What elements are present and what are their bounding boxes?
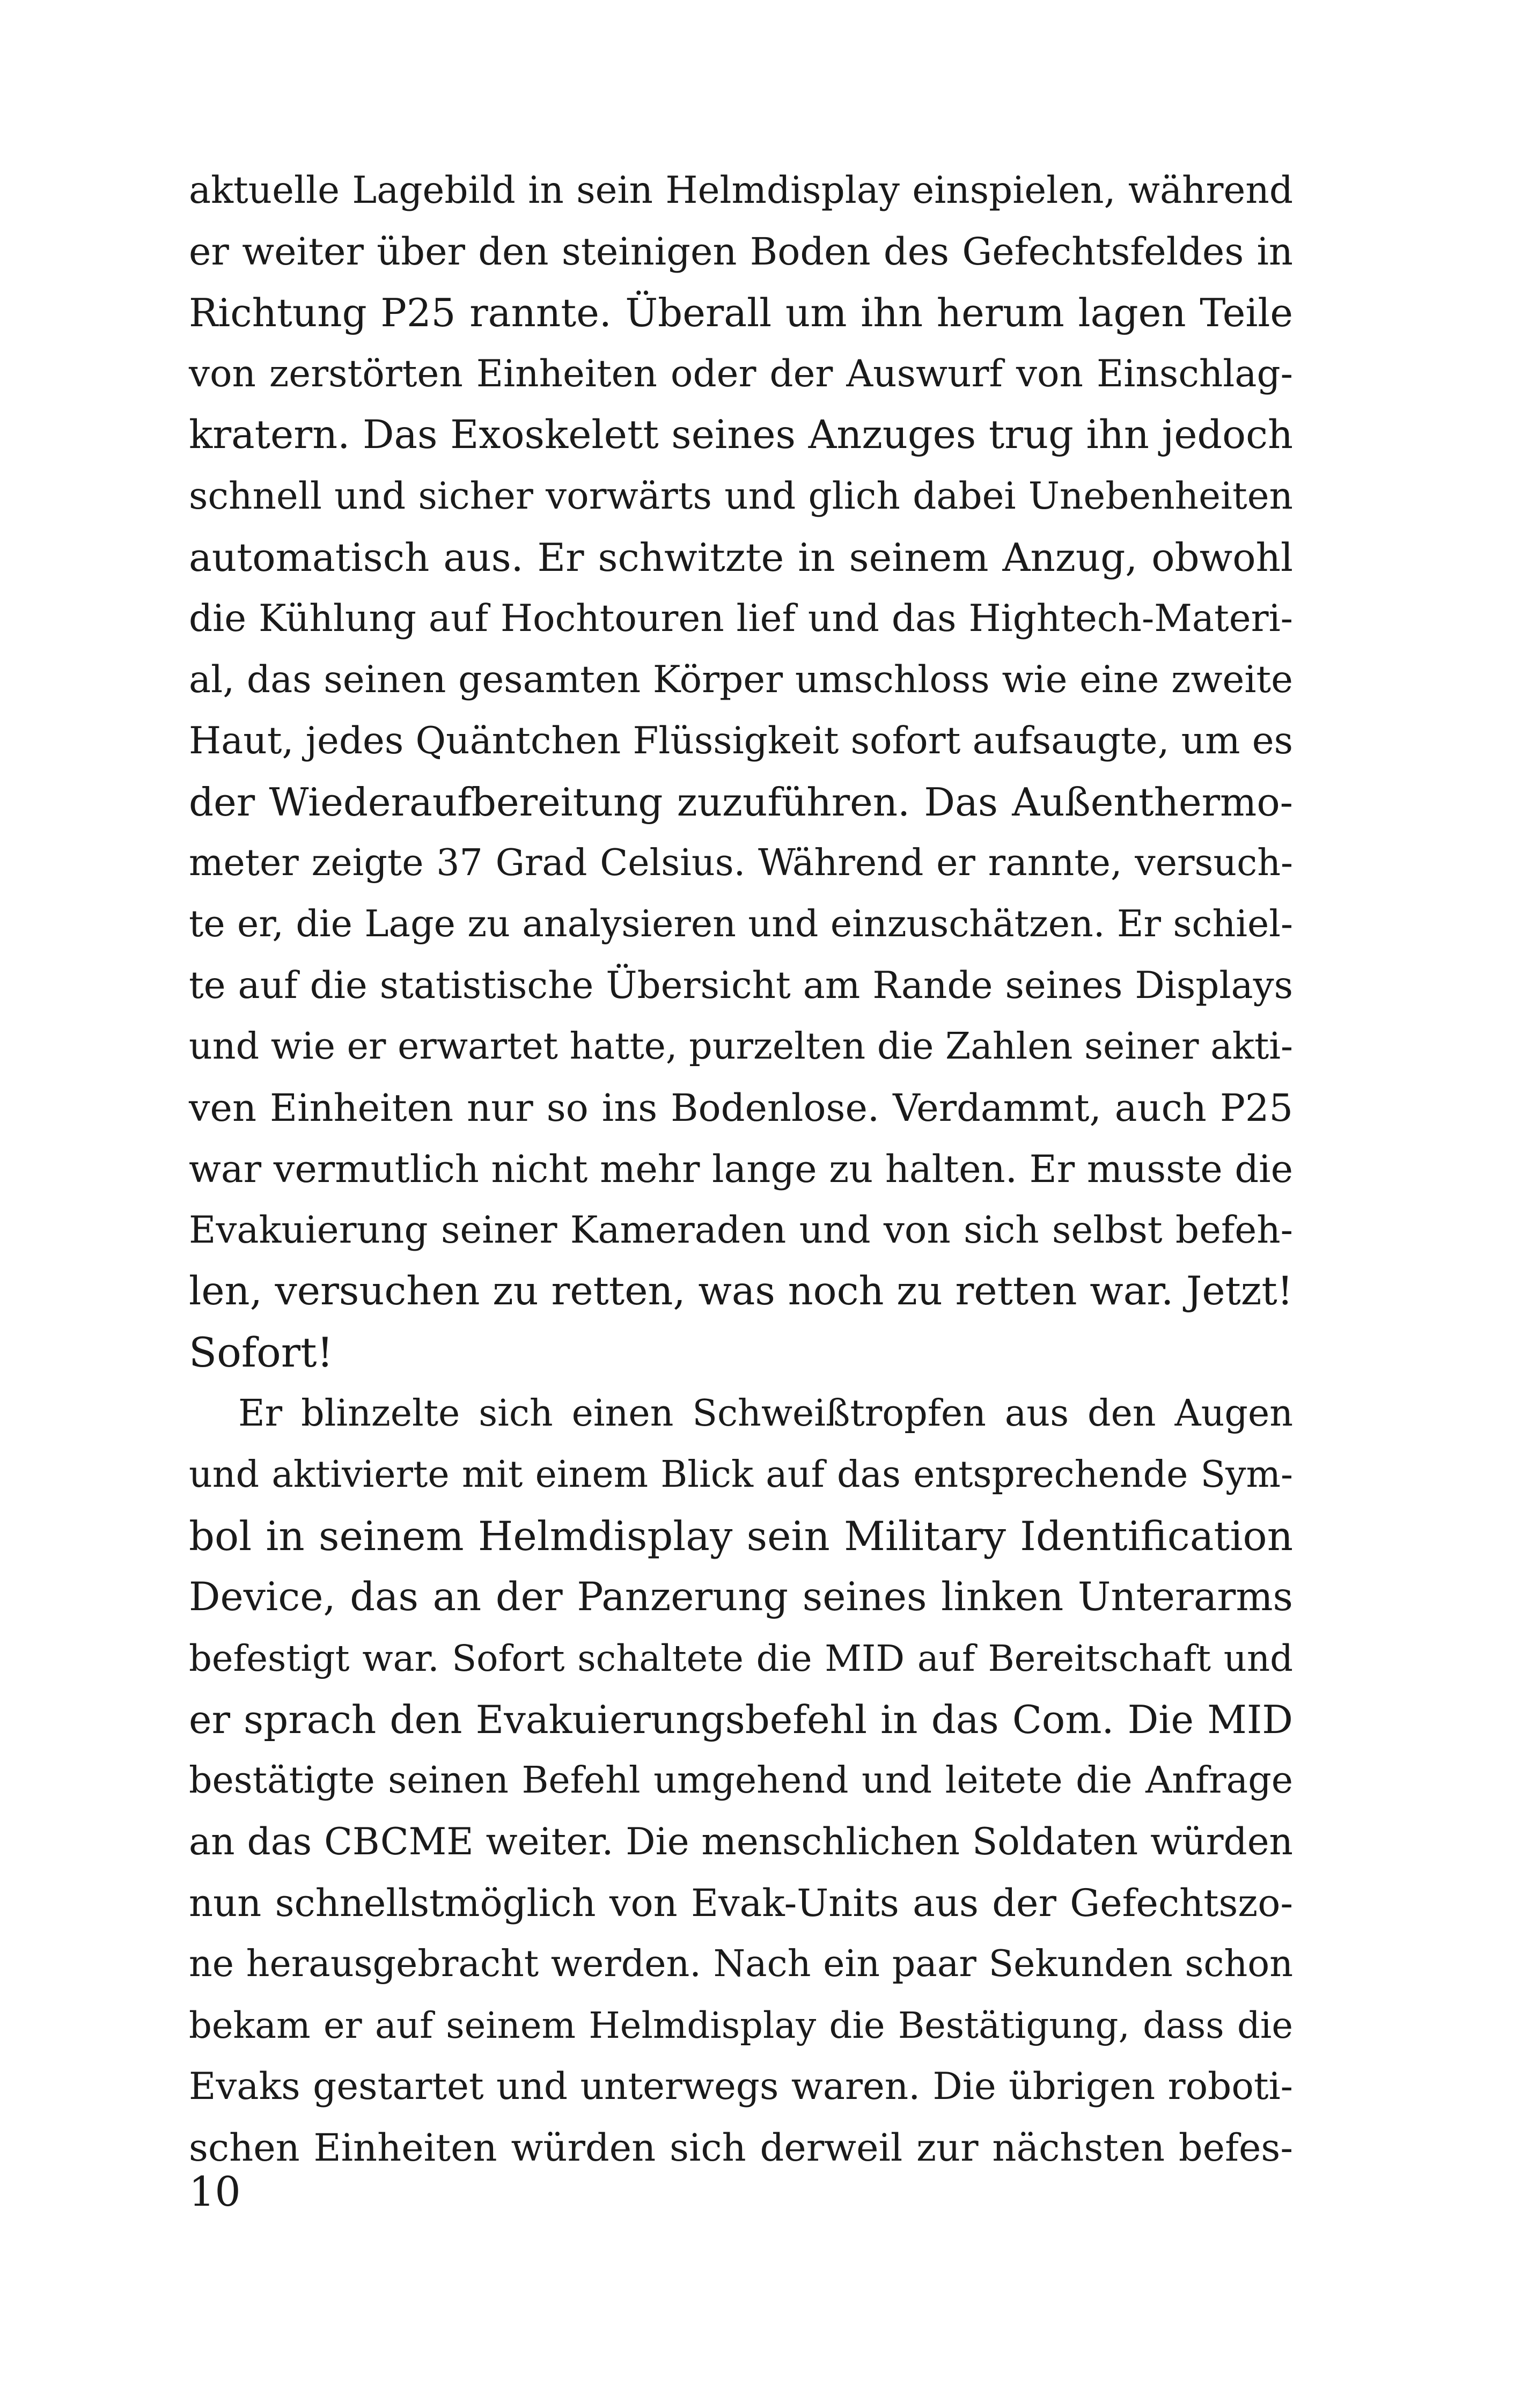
text-line: die Kühlung auf Hochtouren lief und das Hightech-Materi- bbox=[189, 597, 1293, 640]
text-line: schen Einheiten würden sich derweil zur nächsten befes- bbox=[189, 2126, 1293, 2170]
text-line: und aktivierte mit einem Blick auf das entsprechende Sym- bbox=[189, 1453, 1293, 1496]
text-line: Evakuierung seiner Kameraden und von sich selbst befeh- bbox=[189, 1209, 1293, 1252]
text-line: te er, die Lage zu analysieren und einzuschätzen. Er schiel- bbox=[189, 903, 1293, 945]
text-line: an das CBCME weiter. Die menschlichen Soldaten würden bbox=[189, 1820, 1293, 1863]
text-line: automatisch aus. Er schwitzte in seinem Anzug, obwohl bbox=[189, 535, 1293, 580]
body-text bbox=[189, 160, 1293, 2178]
text-line: nun schnellstmöglich von Evak-Units aus der Gefechtszo- bbox=[189, 1881, 1293, 1925]
text-line: Richtung P25 rannte. Überall um ihn herum lagen Teile bbox=[189, 290, 1293, 335]
page-number: 10 bbox=[189, 2168, 241, 2215]
text-line: er weiter über den steinigen Boden des Gefechtsfeldes in bbox=[189, 230, 1293, 274]
text-line: Evaks gestartet und unterwegs waren. Die übrigen roboti- bbox=[189, 2065, 1293, 2108]
text-line: war vermutlich nicht mehr lange zu halten. Er musste die bbox=[189, 1147, 1293, 1191]
text-line: und wie er erwartet hatte, purzelten die Zahlen seiner akti- bbox=[189, 1025, 1293, 1068]
text-line: befestigt war. Sofort schaltete die MID auf Bereitschaft und bbox=[189, 1638, 1293, 1679]
text-line: te auf die statistische Übersicht am Rande seines Displays bbox=[189, 964, 1293, 1007]
text-line: Haut, jedes Quäntchen Flüssigkeit sofort aufsaugte, um es bbox=[189, 720, 1293, 762]
text-line: bol in seinem Helmdisplay sein Military Identification bbox=[189, 1513, 1293, 1560]
text-line: von zerstörten Einheiten oder der Auswurf von Einschlag- bbox=[189, 353, 1293, 395]
text-line: len, versuchen zu retten, was noch zu retten war. Jetzt! bbox=[189, 1268, 1293, 1314]
text-line: meter zeigte 37 Grad Celsius. Während er rannte, versuch- bbox=[189, 842, 1293, 884]
text-line-paragraph-end: Sofort! bbox=[189, 1328, 334, 1376]
text-line: kratern. Das Exoskelett seines Anzuges trug ihn jedoch bbox=[189, 412, 1293, 458]
text-line: ven Einheiten nur so ins Bodenlose. Verdammt, auch P25 bbox=[189, 1086, 1293, 1130]
text-line: schnell und sicher vorwärts und glich dabei Unebenheiten bbox=[189, 475, 1293, 518]
text-line: bestätigte seinen Befehl umgehend und leitete die Anfrage bbox=[189, 1759, 1293, 1802]
text-line: der Wiederaufbereitung zuzuführen. Das Außenthermo- bbox=[189, 780, 1293, 825]
text-line: bekam er auf seinem Helmdisplay die Bestätigung, dass die bbox=[189, 2005, 1293, 2046]
text-line: ne herausgebracht werden. Nach ein paar Sekunden schon bbox=[189, 1943, 1293, 1985]
text-line: Device, das an der Panzerung seines linken Unterarms bbox=[189, 1574, 1293, 1620]
text-line: er sprach den Evakuierungsbefehl in das Com. Die MID bbox=[189, 1697, 1293, 1742]
text-line-paragraph-start: Er blinzelte sich einen Schweißtropfen aus den Augen bbox=[238, 1392, 1293, 1435]
text-line: aktuelle Lagebild in sein Helmdisplay einspielen, während bbox=[189, 169, 1293, 212]
text-line: al, das seinen gesamten Körper umschloss wie eine zweite bbox=[189, 658, 1293, 701]
